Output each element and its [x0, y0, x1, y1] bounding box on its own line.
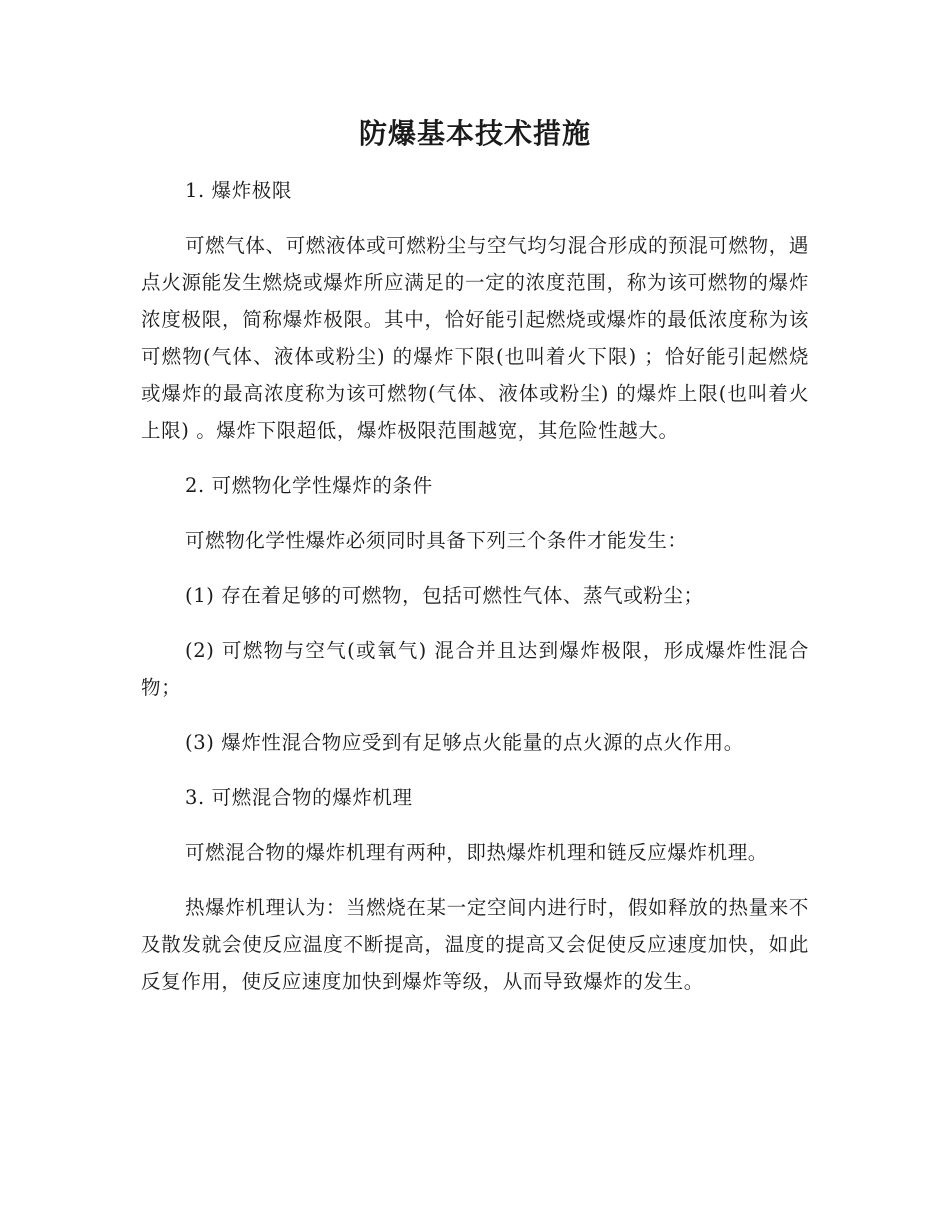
condition-item-1: (1) 存在着足够的可燃物，包括可燃性气体、蒸气或粉尘；	[185, 584, 704, 607]
document-title: 防爆基本技术措施	[358, 117, 591, 150]
section-heading-2: 2. 可燃物化学性爆炸的条件	[185, 474, 433, 497]
condition-item-3: (3) 爆炸性混合物应受到有足够点火能量的点火源的点火作用。	[185, 731, 744, 754]
section-1-paragraph-1: 可燃气体、可燃液体或可燃粉尘与空气均匀混合形成的预混可燃物，遇点火源能发生燃烧或爆炸所应满足的一定的浓度范围，称为该可燃物的爆炸浓度极限，简称爆炸极限。其中，恰好能引起燃烧或爆炸的最低浓度称为该可燃物(气体、液体或粉尘) 的爆炸下限(也叫着火下限) ；恰好能引起燃烧或爆炸的最高浓度称为该可燃物(气体、液体或粉尘) 的爆炸上限(也叫着火上限) 。爆炸下限超低，爆炸极限范围越宽，其危险性越大。	[141, 234, 809, 442]
section-heading-3: 3. 可燃混合物的爆炸机理	[185, 786, 413, 809]
section-3-paragraph-2: 热爆炸机理认为：当燃烧在某一定空间内进行时，假如释放的热量来不及散发就会使反应温度不断提高，温度的提高又会促使反应速度加快，如此反复作用，使反应速度加快到爆炸等级，从而导致爆炸的发生。	[141, 896, 809, 993]
document-page	[141, 110, 809, 1000]
condition-item-2: (2) 可燃物与空气(或氧气) 混合并且达到爆炸极限，形成爆炸性混合物；	[141, 639, 809, 699]
section-3-paragraph-1: 可燃混合物的爆炸机理有两种，即热爆炸机理和链反应爆炸机理。	[185, 841, 768, 864]
section-heading-1: 1. 爆炸极限	[185, 179, 293, 202]
section-2-paragraph-1: 可燃物化学性爆炸必须同时具备下列三个条件才能发生：	[185, 529, 688, 552]
